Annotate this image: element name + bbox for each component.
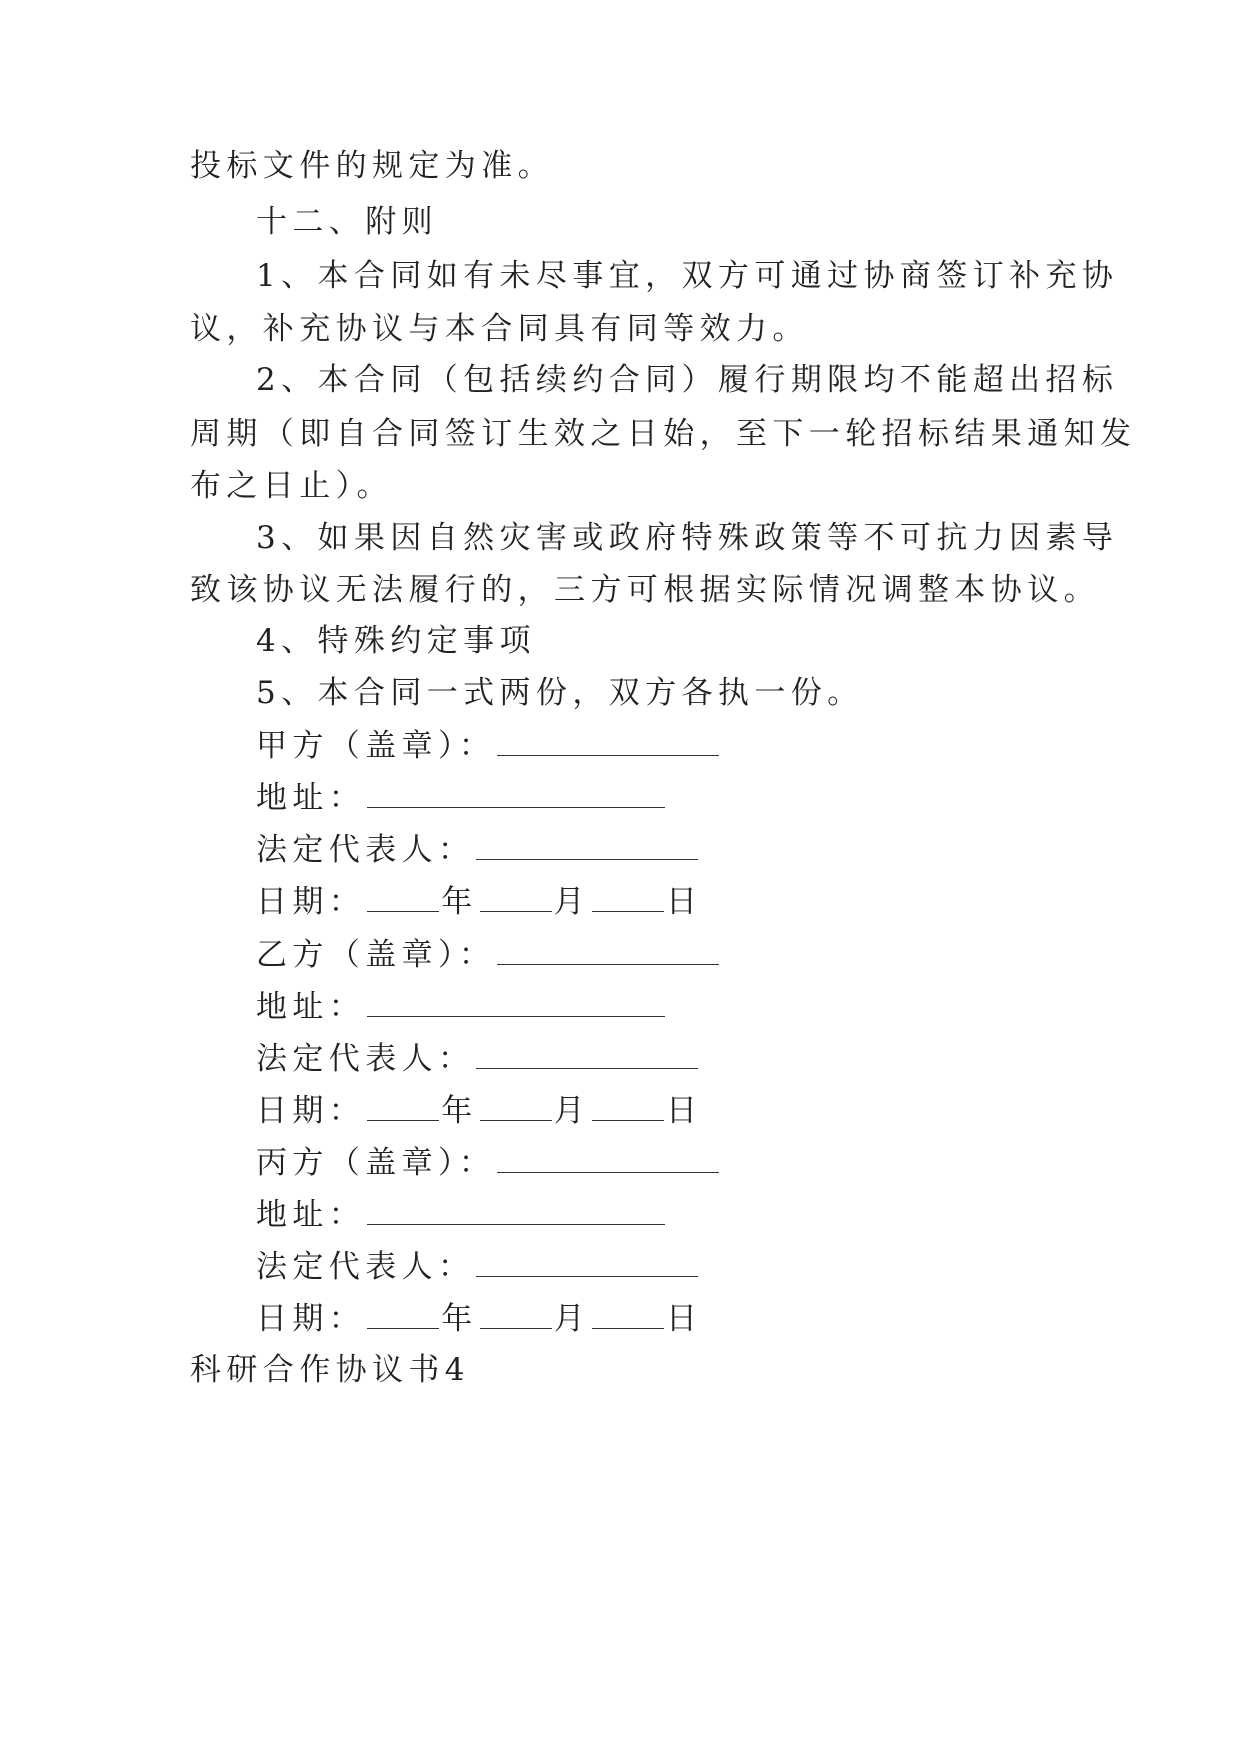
party-c-date-row [256, 1299, 702, 1339]
party-b-seal-row [256, 935, 721, 975]
party-c-year-blank [367, 1302, 439, 1329]
party-a-date-label: 日期： [256, 884, 366, 920]
party-a-day-label: 日 [666, 884, 703, 920]
paragraph-line: 3、如果因自然灾害或政府特殊政策等不可抗力因素导 [256, 520, 1119, 556]
party-a-rep-row [256, 830, 700, 870]
party-b-year-blank [367, 1094, 439, 1121]
party-c-month-blank [480, 1302, 552, 1329]
party-c-year-label: 年 [441, 1301, 478, 1337]
next-document-title: 科研合作协议书4 [190, 1352, 470, 1388]
party-a-year-blank [367, 885, 439, 912]
party-a-rep-label: 法定代表人： [256, 832, 475, 868]
paragraph-line: 5、本合同一式两份，双方各执一份。 [256, 675, 864, 711]
party-b-seal-blank [497, 938, 719, 965]
paragraph-line: 布之日止）。 [190, 468, 393, 504]
paragraph-line: 4、特殊约定事项 [256, 623, 536, 659]
party-a-address-label: 地址： [256, 780, 366, 816]
party-a-day-blank [592, 885, 664, 912]
party-a-month-label: 月 [553, 884, 591, 920]
party-b-date-label: 日期： [256, 1093, 366, 1129]
party-a-seal-blank [497, 729, 719, 756]
party-c-rep-label: 法定代表人： [256, 1249, 475, 1285]
party-c-seal-blank [497, 1146, 719, 1173]
party-c-address-blank [367, 1198, 665, 1225]
party-b-month-blank [480, 1094, 552, 1121]
party-c-seal-label: 丙方（盖章）： [256, 1145, 496, 1181]
party-c-address-label: 地址： [256, 1197, 366, 1233]
party-a-year-label: 年 [441, 884, 478, 920]
party-b-date-row [256, 1091, 702, 1131]
party-c-day-label: 日 [666, 1301, 703, 1337]
party-b-rep-label: 法定代表人： [256, 1041, 475, 1077]
party-c-seal-row [256, 1143, 721, 1183]
party-a-seal-label: 甲方（盖章）： [256, 728, 496, 764]
paragraph-line: 1、本合同如有未尽事宜，双方可通过协商签订补充协 [256, 258, 1119, 294]
party-a-seal-row [256, 726, 721, 766]
party-a-address-blank [367, 781, 665, 808]
party-c-day-blank [592, 1302, 664, 1329]
party-b-month-label: 月 [553, 1093, 591, 1129]
paragraph-line: 致该协议无法履行的，三方可根据实际情况调整本协议。 [190, 572, 1100, 608]
party-b-address-blank [367, 990, 665, 1017]
party-c-address-row [256, 1195, 667, 1235]
paragraph-line: 2、本合同（包括续约合同）履行期限均不能超出招标 [256, 362, 1119, 398]
party-b-address-row [256, 987, 667, 1027]
section-heading: 十二、附则 [256, 204, 438, 240]
party-a-rep-blank [476, 833, 698, 860]
party-b-rep-row [256, 1039, 700, 1079]
party-c-month-label: 月 [553, 1301, 591, 1337]
party-c-rep-blank [476, 1250, 698, 1277]
party-b-rep-blank [476, 1042, 698, 1069]
party-b-year-label: 年 [441, 1093, 478, 1129]
party-c-rep-row [256, 1247, 700, 1287]
party-c-date-label: 日期： [256, 1301, 366, 1337]
party-b-seal-label: 乙方（盖章）： [256, 937, 496, 973]
paragraph-line: 议，补充协议与本合同具有同等效力。 [190, 311, 809, 347]
party-a-month-blank [480, 885, 552, 912]
party-a-address-row [256, 778, 667, 818]
party-b-day-label: 日 [666, 1093, 703, 1129]
party-b-address-label: 地址： [256, 989, 366, 1025]
party-a-date-row [256, 882, 702, 922]
paragraph-line: 周期（即自合同签订生效之日始，至下一轮招标结果通知发 [190, 416, 1137, 452]
party-b-day-blank [592, 1094, 664, 1121]
paragraph-line: 投标文件的规定为准。 [190, 148, 554, 184]
